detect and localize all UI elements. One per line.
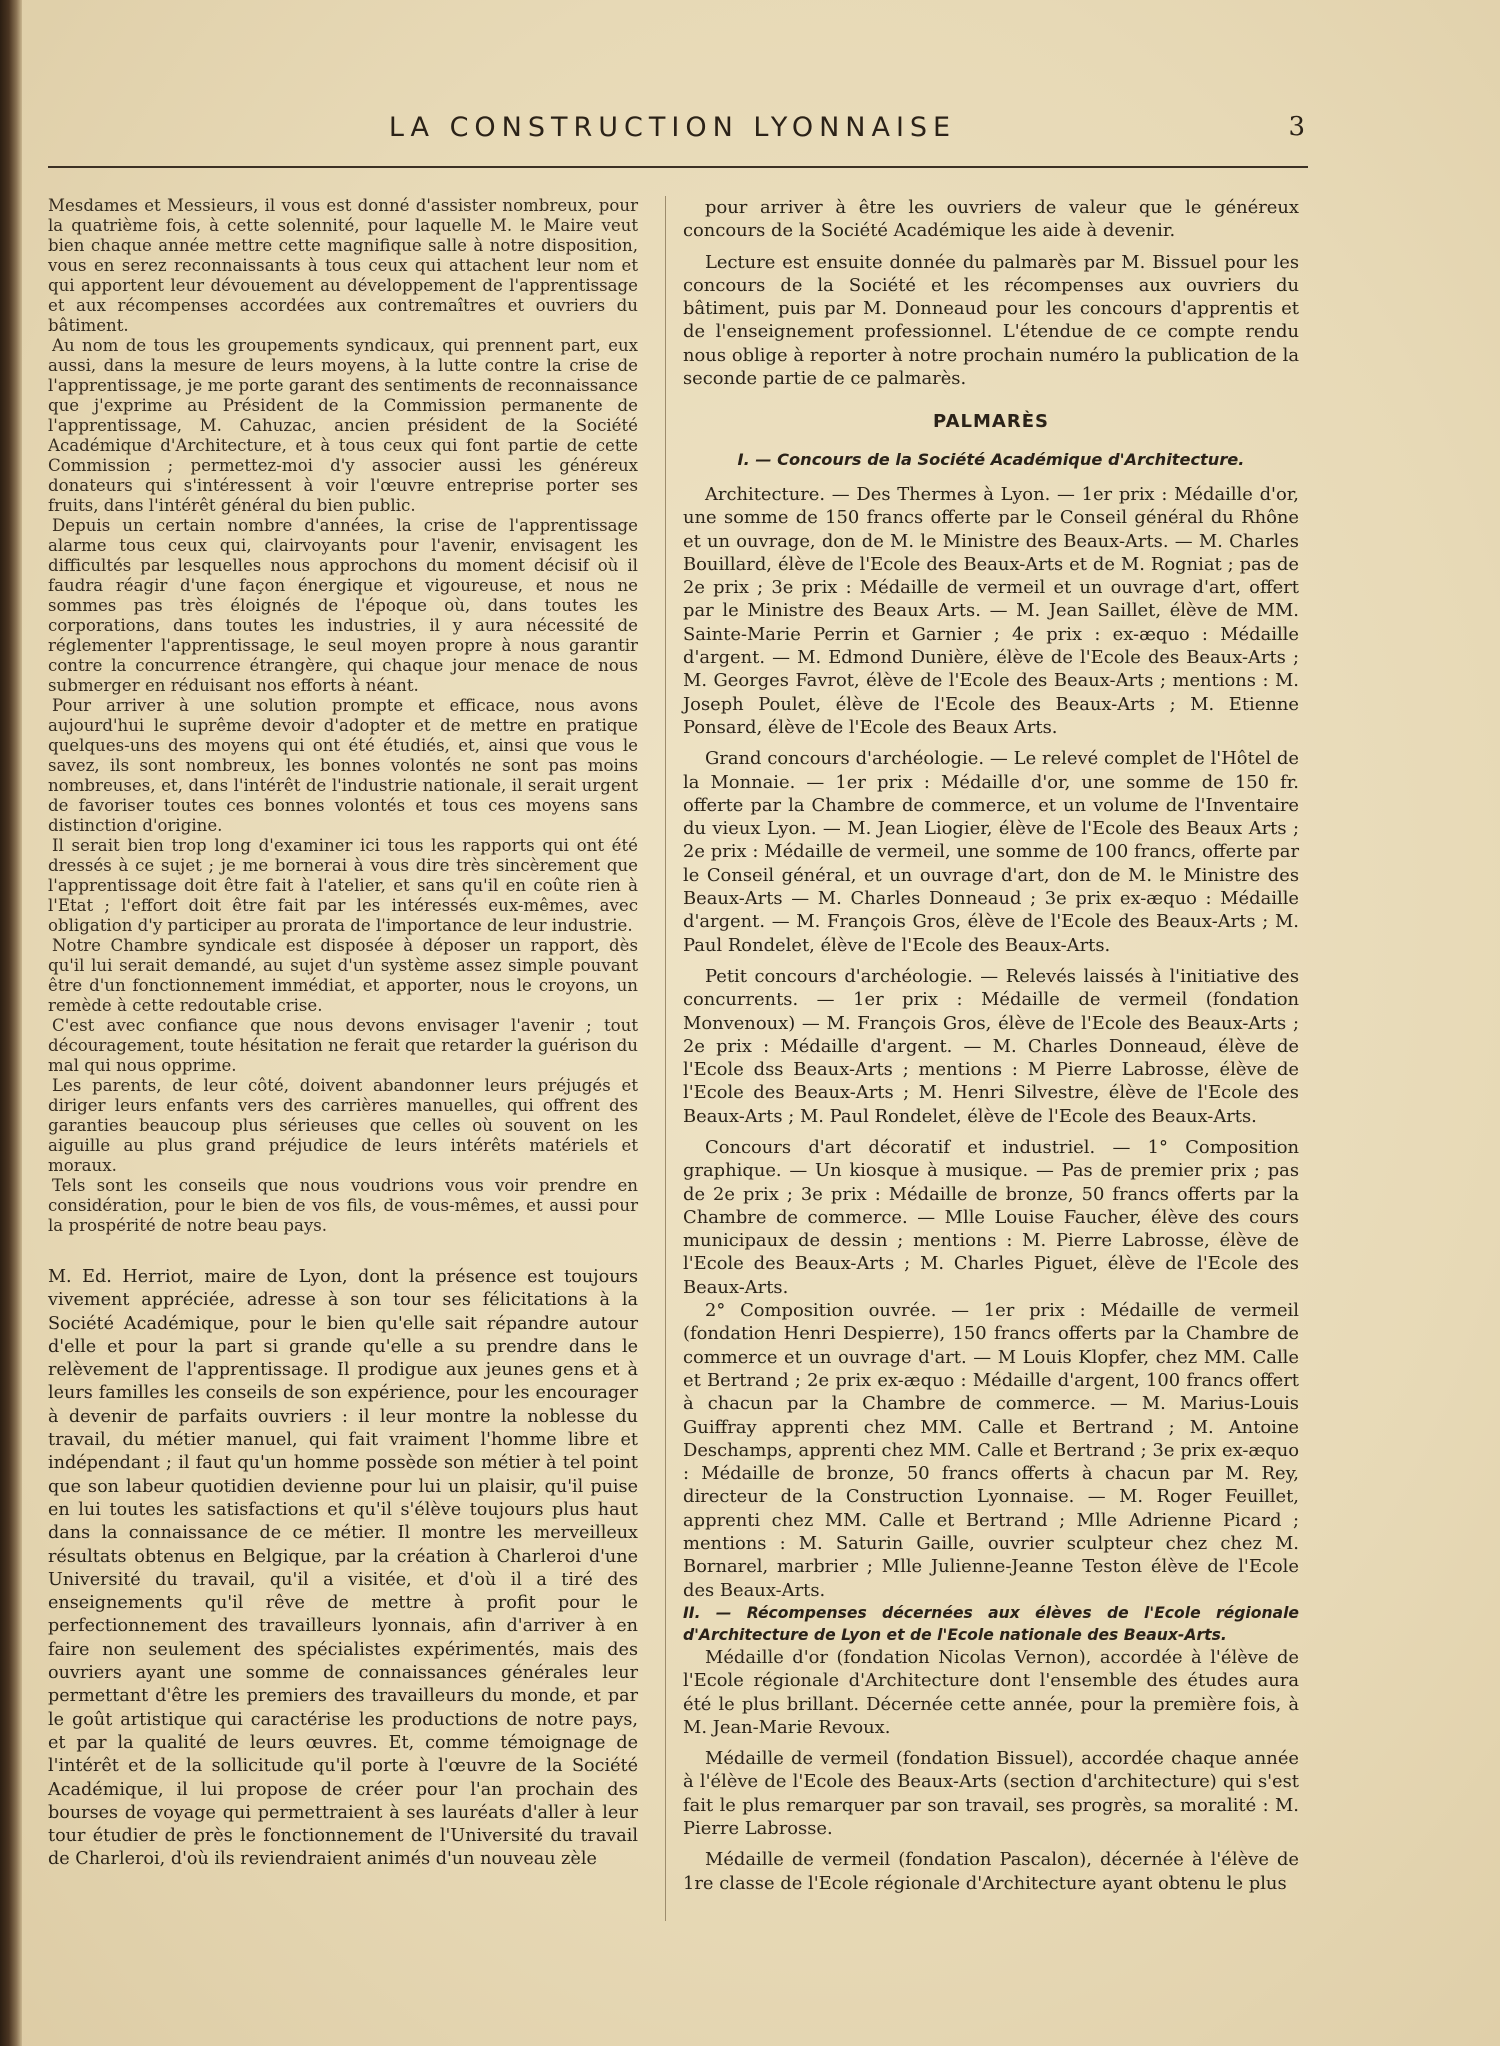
intro-paragraph: Lecture est ensuite donnée du palmarès par M. Bissuel pour les concours de la Société et les récompenses aux ouvriers du bâtiment, puis par M. Donneaud pour les concours d'apprentis et de l'enseignement professionnel. L'étendue de ce compte rendu nous oblige à reporter à notre prochain numéro la publication de la seconde partie de ce palmarès. (683, 251, 1299, 390)
book-binding-edge (0, 0, 22, 2046)
award-entry: Médaille de vermeil (fondation Pascalon), décernée à l'élève de 1re classe de l'Ecole régionale d'Architecture ayant obtenu le plus (683, 1849, 1299, 1894)
speech-paragraph: Les parents, de leur côté, doivent abandonner leurs préjugés et diriger leurs enfants vers des carrières manuelles, qui offrent des garanties beaucoup plus sérieuses que celles où souvent on les aiguille au plus grand préjudice de leurs intérêts matériels et moraux. (48, 1076, 638, 1175)
speech-paragraph: Depuis un certain nombre d'années, la crise de l'apprentissage alarme tous ceux qui, clairvoyants pour l'avenir, envisagent les difficultés par lesquelles nous approchons du moment décisif où il faudra réagir d'une façon énergique et vigoureuse, et nous ne sommes pas très éloignés de l'époque où, dans toutes les corporations, dans toutes les industries, il y aura nécessité de réglementer l'apprentissage, le seul moyen propre à nous garantir contre la concurrence étrangère, qui chaque jour menace de nous submerger en réduisant nos efforts à néant. (48, 516, 638, 695)
award-entry: Grand concours d'archéologie. — Le relevé complet de l'Hôtel de la Monnaie. — 1er prix : Médaille d'or, une somme de 150 fr. offerte par la Chambre de commerce, et un volume de l'Inventaire du vieux Lyon. — M. Jean Liogier, élève de l'Ecole des Beaux Arts ; 2e prix : Médaille de vermeil, une somme de 100 francs, offerte par le Conseil général, et un ouvrage d'art, don de M. le Ministre des Beaux-Arts — M. Charles Donneaud ; 3e prix ex-æquo : Médaille d'argent. — M. François Gros, élève de l'Ecole des Beaux-Arts ; M. Paul Rondelet, élève de l'Ecole des Beaux-Arts. (683, 748, 1299, 956)
award-entry: Petit concours d'archéologie. — Relevés laissés à l'initiative des concurrents. — 1er prix : Médaille de vermeil (fondation Monvenoux) — M. François Gros, élève de l'Ecole des Beaux-Arts ; 2e prix : Médaille d'argent. — M. Charles Donneaud, élève de l'Ecole dss Beaux-Arts ; mentions : M Pierre Labrosse, élève de l'Ecole des Beaux-Arts ; M. Henri Silvestre, élève de l'Ecole des Beaux-Arts ; M. Paul Rondelet, élève de l'Ecole des Beaux-Arts. (683, 965, 1299, 1127)
palmares-heading: PALMARÈS (933, 411, 1049, 433)
award-entry: Concours d'art décoratif et industriel. — 1° Composition graphique. — Un kiosque à musique. — Pas de premier prix ; pas de 2e prix ; 3e prix : Médaille de bronze, 50 francs offerts par la Chambre de commerce. — Mlle Louise Faucher, élève des cours municipaux de dessin ; mentions : M. Pierre Labrosse, élève de l'Ecole des Beaux-Arts ; M. Charles Piguet, élève de l'Ecole des Beaux-Arts. (683, 1136, 1299, 1298)
speech-paragraph: Au nom de tous les groupements syndicaux, qui prennent part, eux aussi, dans la mesure de leurs moyens, à la lutte contre la crise de l'apprentissage, je me porte garant des sentiments de reconnaissance que j'exprime au Président de la Commission permanente de l'apprentissage, M. Cahuzac, ancien président de la Société Académique d'Architecture, et à tous ceux qui font partie de cette Commission ; permettez-moi d'y associer aussi les généreux donateurs qui s'intéressent à voir l'œuvre entreprise porter ses fruits, dans l'intérêt général du bien public. (48, 336, 638, 515)
speech-paragraph: Il serait bien trop long d'examiner ici tous les rapports qui ont été dressés à ce sujet ; je me bornerai à vous dire très sincèrement que l'apprentissage doit être fait à l'atelier, et sans qu'il en coûte rien à l'Etat ; l'effort doit être fait par les intéressés eux-mêmes, avec obligation d'y participer au prorata de l'importance de leur industrie. (48, 836, 638, 935)
header-rule (48, 166, 1308, 168)
section-1-title: I. — Concours de la Société Académique d'Architecture. (737, 449, 1245, 469)
award-entry: Médaille de vermeil (fondation Bissuel), accordée chaque année à l'élève de l'Ecole des Beaux-Arts (section d'architecture) qui s'est fait le plus remarquer par son travail, ses progrès, sa moralité : M. Pierre Labrosse. (683, 1748, 1299, 1839)
speech-paragraph: Pour arriver à une solution prompte et efficace, nous avons aujourd'hui le suprême devoir d'adopter et de mettre en pratique quelques-uns des moyens qui ont été étudiés, et, ainsi que vous le savez, ils sont nombreux, les bonnes volontés ne sont pas moins nombreuses, et, dans l'intérêt de l'industrie nationale, il serait urgent de favoriser toutes ces bonnes volontés et tous ces moyens sans distinction d'origine. (48, 696, 638, 835)
speech-text (48, 196, 638, 1236)
page-number: 3 (1288, 112, 1305, 142)
herriot-paragraph: M. Ed. Herriot, maire de Lyon, dont la présence est toujours vivement appréciée, adresse à son tour ses félicitations à la Société Académique, pour le bien qu'elle sait répandre autour d'elle et pour la part si grande qu'elle a su prendre dans le relèvement de l'apprentissage. Il prodigue aux jeunes gens et à leurs familles les conseils de son expérience, pour les encourager à devenir de parfaits ouvriers : il leur montre la noblesse du travail, du métier manuel, qui fait vraiment l'homme libre et indépendant ; il faut qu'un homme possède son métier à tel point que son labeur quotidien devienne pour lui un plaisir, qu'il puise en lui toutes les satisfactions et qu'il s'élève toujours plus haut dans la connaissance de ce métier. Il montre les merveilleux résultats obtenus en Belgique, par la création à Charleroi d'une Université du travail, qu'il a visitée, et d'où il a tiré des enseignements qu'il rêve de mettre à profit pour le perfectionnement des travailleurs lyonnais, afin d'arriver à en faire non seulement des spécialistes expérimentés, mais des ouvriers ayant une somme de connaissances générales leur permettant d'être les premiers des travailleurs du monde, et par le goût artistique qui caractérise les productions de notre pays, et par la qualité de leurs œuvres. Et, comme témoignage de l'intérêt et de la sollicitude qu'il porte à l'œuvre de la Société Académique, il lui propose de créer pour l'an prochain des bourses de voyage qui permettraient à ses lauréats d'aller à leur tour étudier de près le fonctionnement de l'Université du travail de Charleroi, d'où ils reviendraient animés d'un nouveau zèle (48, 1267, 638, 1870)
intro-paragraph: pour arriver à être les ouvriers de valeur que le généreux concours de la Société Académique les aide à devenir. (683, 197, 1299, 242)
award-entry: Médaille d'or (fondation Nicolas Vernon), accordée à l'élève de l'Ecole régionale d'Architecture dont l'ensemble des études aura été le plus brillant. Décernée cette année, pour la première fois, à M. Jean-Marie Revoux. (683, 1646, 1299, 1738)
speech-paragraph: Notre Chambre syndicale est disposée à déposer un rapport, dès qu'il lui serait demandé, au sujet d'un système assez simple pouvant être d'un fonctionnement immédiat, et apporter, nous le croyons, un remède à cette redoutable crise. (48, 936, 638, 1015)
page-header (40, 112, 1305, 152)
section-2-title: II. — Récompenses décernées aux élèves de l'Ecole régionale d'Architecture de Lyon et de l'Ecole nationale des Beaux-Arts. (683, 1603, 1299, 1644)
award-entry: 2° Composition ouvrée. — 1er prix : Médaille de vermeil (fondation Henri Despierre), 150 francs offerts par la Chambre de commerce et un ouvrage d'art. — M Louis Klopfer, chez MM. Calle et Bertrand ; 2e prix ex-æquo : Médaille d'argent, 100 francs offert à chacun par la Chambre de commerce. — M. Marius-Louis Guiffray apprenti chez MM. Calle et Bertrand ; M. Antoine Deschamps, apprenti chez MM. Calle et Bertrand ; 3e prix ex-æquo : Médaille de bronze, 50 francs offerts à chacun par M. Rey, directeur de la Construction Lyonnaise. — M. Roger Feuillet, apprenti chez MM. Calle et Bertrand ; Mlle Adrienne Picard ; mentions : M. Saturin Gaille, ouvrier sculpteur chez chez M. Bornarel, marbrier ; Mlle Julienne-Jeanne Teston élève de l'Ecole des Beaux-Arts. (683, 1300, 1299, 1601)
running-title: LA CONSTRUCTION LYONNAISE (388, 112, 957, 143)
speech-paragraph: Mesdames et Messieurs, il vous est donné d'assister nombreux, pour la quatrième fois, à cette solennité, pour laquelle M. le Maire veut bien chaque année mettre cette magnifique salle à notre disposition, vous en serez reconnaissants à tous ceux qui attachent leur nom et qui apportent leur dévouement au développement de l'apprentissage et aux récompenses accordées aux contremaîtres et ouvriers du bâtiment. (48, 196, 638, 335)
column-divider (665, 196, 666, 1921)
speech-paragraph: C'est avec confiance que nous devons envisager l'avenir ; tout découragement, toute hésitation ne ferait que retarder la guérison du mal qui nous opprime. (48, 1016, 638, 1075)
left-column (48, 196, 638, 1926)
right-column (683, 196, 1299, 1926)
award-entry: Architecture. — Des Thermes à Lyon. — 1er prix : Médaille d'or, une somme de 150 francs offerte par le Conseil général du Rhône et un ouvrage, don de M. le Ministre des Beaux-Arts. — M. Charles Bouillard, élève de l'Ecole des Beaux-Arts et de M. Rogniat ; pas de 2e prix ; 3e prix : Médaille de vermeil et un ouvrage d'art, offert par le Ministre des Beaux Arts. — M. Jean Saillet, élève de MM. Sainte-Marie Perrin et Garnier ; 4e prix : ex-æquo : Médaille d'argent. — M. Edmond Dunière, élève de l'Ecole des Beaux-Arts ; M. Georges Favrot, élève de l'Ecole des Beaux-Arts ; mentions : M. Joseph Poulet, élève de l'Ecole des Beaux-Arts ; M. Etienne Ponsard, élève de l'Ecole des Beaux Arts. (683, 483, 1299, 738)
speech-paragraph: Tels sont les conseils que nous voudrions vous voir prendre en considération, pour le bien de vos fils, de vous-mêmes, et aussi pour la prospérité de notre beau pays. (48, 1176, 638, 1235)
